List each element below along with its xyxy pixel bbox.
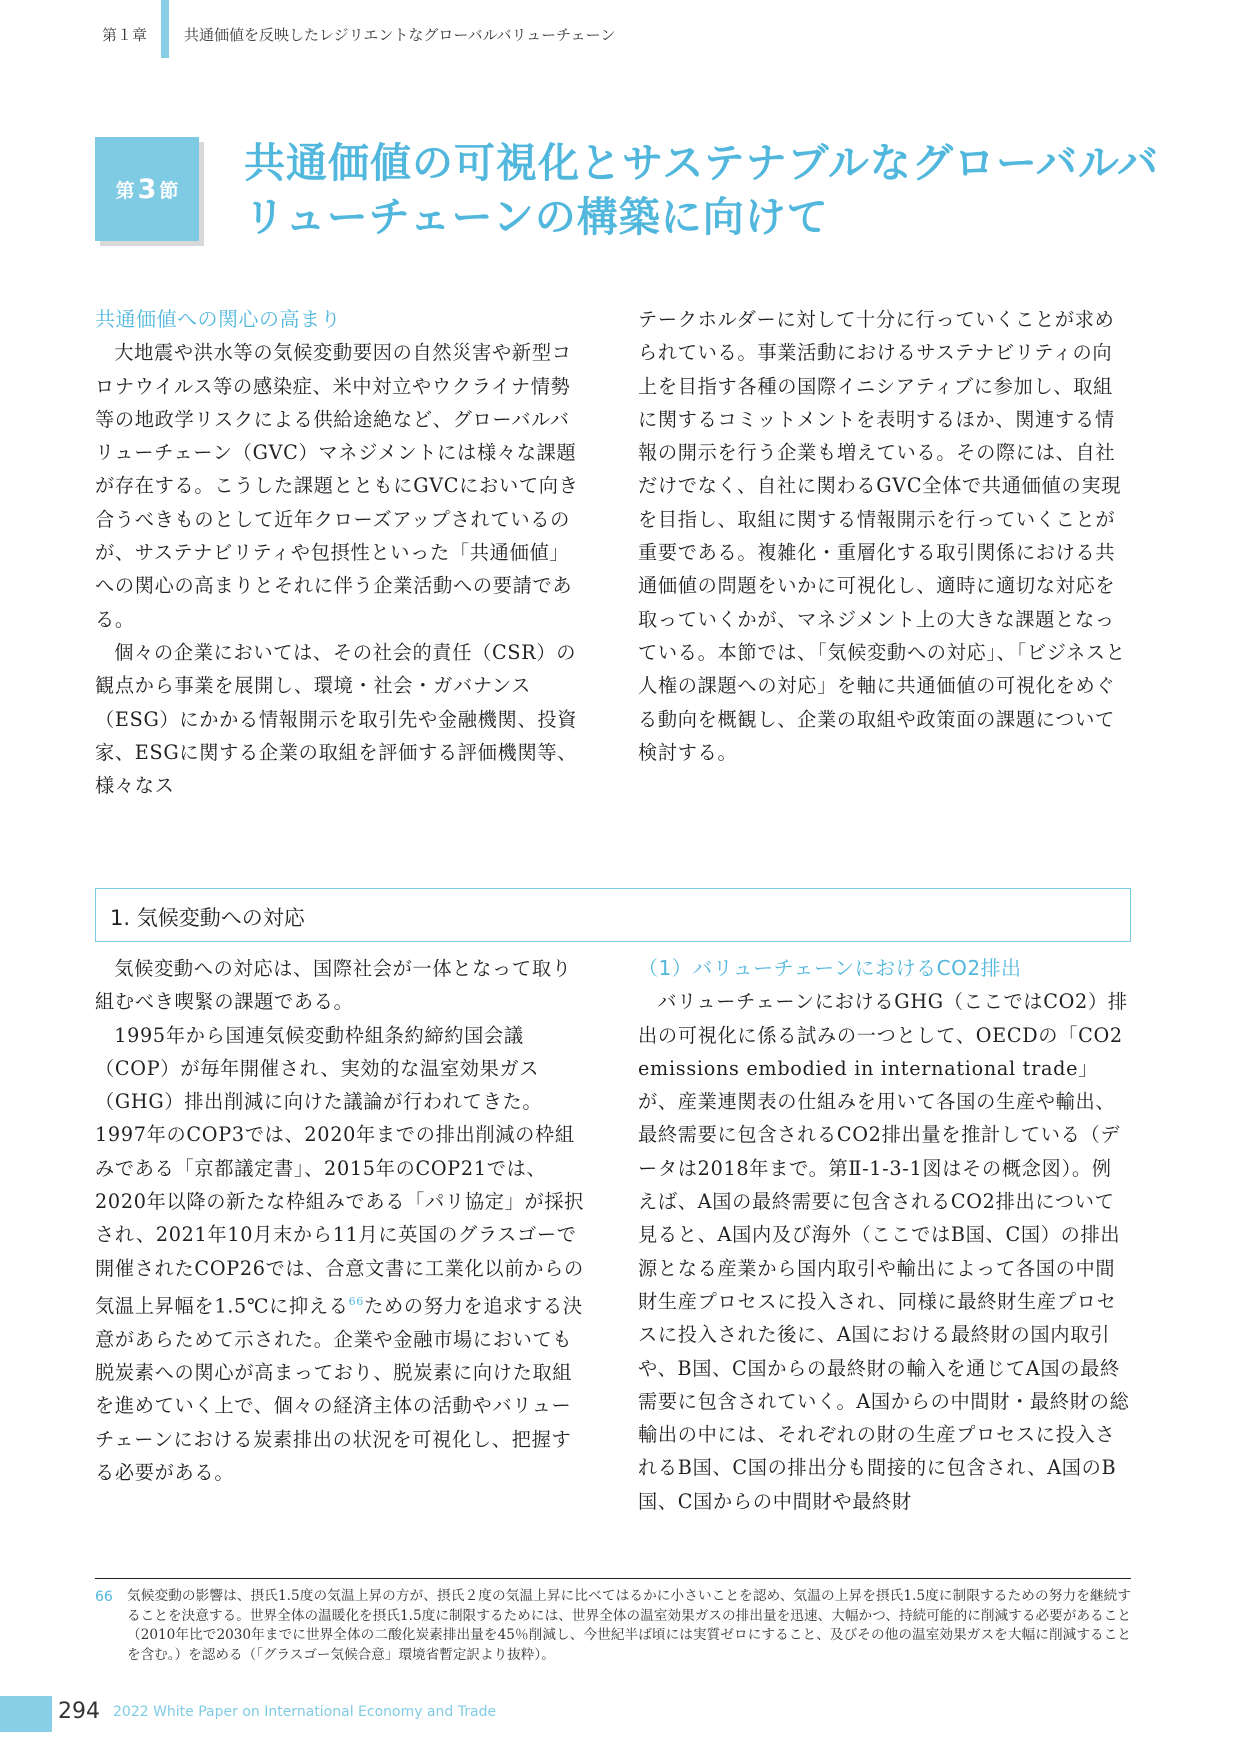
climate-left-column [95,952,587,1489]
intro-right-column [638,303,1131,769]
section-title-line-2: リューチェーンの構築に向けて [244,193,829,241]
section-label-prefix: 第 [115,179,135,202]
footer-accent-bar [0,1696,52,1732]
publication-title: 2022 White Paper on International Economy and Trade [113,1704,497,1720]
climate-paragraph-1: 気候変動への対応は、国際社会が一体となって取り組むべき喫緊の課題である。 [95,957,572,1014]
co2-paragraph-1: バリューチェーンにおけるGHG（ここではCO2）排出の可視化に係る試みの一つとして、OECDの「CO2 emissions embodied in international trade」が、産業連関表の仕組みを用いて各国の生産や輸出、最終需要に包含されるCO2排出量を推計している（データは2018年まで。第Ⅱ-1-3-1図はその概念図）。例えば、A国の最終需要に包含されるCO2排出について見ると、A国内及び海外（ここではB国、C国）の排出源となる産業から国内取引や輸出によって各国の中間財生産プロセスに投入され、同様に最終財生産プロセスに投入された後に、A国における最終財の国内取引や、B国、C国からの最終財の輸入を通じてA国の最終需要に包含されていく。A国からの中間財・最終財の総輸出の中には、それぞれの財の生産プロセスに投入されるB国、C国の排出分も間接的に包含され、A国のB国、C国からの中間財や最終財 [638,990,1130,1513]
section-label-box [95,137,199,241]
running-header-title: 共通価値を反映したレジリエントなグローバルバリューチェーン [184,26,616,44]
climate-paragraph-2 [95,1019,587,1490]
climate-paragraph-2-part-a: 1995年から国連気候変動枠組条約締約国会議（COP）が毎年開催され、実効的な温室効果ガス（GHG）排出削減に向けた議論が行われてきた。1997年のCOP3では、2020年までの排出削減の枠組みである「京都議定書」、2015年のCOP21では、2020年以降の新たな枠組みである「パリ協定」が採択され、2021年10月末から11月に英国のグラスゴーで開催されたCOP26では、合意文書に工業化以前からの気温上昇幅を1.5℃に抑える [95,1023,585,1318]
footnote-reference-66[interactable]: 66 [348,1294,365,1308]
intro-paragraph-2: 個々の企業においては、その社会的責任（CSR）の観点から事業を展開し、環境・社会・ガバナンス（ESG）にかかる情報開示を取引先や金融機関、投資家、ESGに関する企業の取組を評価する評価機関等、様々なス [95,640,578,798]
co2-subheading: （1）バリューチェーンにおけるCO2排出 [638,956,1022,980]
footnote-text: 気候変動の影響は、摂氏1.5度の気温上昇の方が、摂氏２度の気温上昇に比べてはるかに小さいことを認め、気温の上昇を摂氏1.5度に制限するための努力を継続することを決意する。世界全体の温暖化を摂氏1.5度に制限するためには、世界全体の温室効果ガスの排出量を迅速、大幅かつ、持続可能的に削減する必要があること（2010年比で2030年までに世界全体の二酸化炭素排出量を45％削減し、今世紀半ば頃には実質ゼロにすること、及びその他の温室効果ガスを大幅に削減することを含む。）を認める（「グラスゴー気候合意」環境省暫定訳より抜粋）。 [127,1588,1131,1663]
intro-paragraph-2-continued: テークホルダーに対して十分に行っていくことが求められている。事業活動におけるサステナビリティの向上を目指す各種の国際イニシアティブに参加し、取組に関するコミットメントを表明するほか、関連する情報の開示を行う企業も増えている。その際には、自社だけでなく、自社に関わるGVC全体で共通価値の実現を目指し、取組に関する情報開示を行っていくことが重要である。複雑化・重層化する取引関係における共通価値の問題をいかに可視化し、適時に適切な対応を取っていくかが、マネジメント上の大きな課題となっている。本節では、「気候変動への対応」、「ビジネスと人権の課題への対応」を軸に共通価値の可視化をめぐる動向を概観し、企業の取組や政策面の課題について検討する。 [638,308,1126,764]
running-header-chapter: 第１章 [102,26,148,44]
section-label-suffix: 節 [159,179,179,202]
intro-heading: 共通価値への関心の高まり [95,307,341,331]
climate-paragraph-2-part-b: ための努力を追求する決意があらためて示された。企業や金融市場においても脱炭素への関心が高まっており、脱炭素に向けた取組を進めていく上で、個々の経済主体の活動やバリューチェーンにおける炭素排出の状況を可視化し、把握する必要がある。 [95,1294,583,1484]
subsection-heading-bar [95,888,1131,942]
intro-left-column [95,303,587,802]
section-label-number: 3 [137,173,157,205]
footnote-rule [95,1578,1131,1579]
section-title-line-1: 共通価値の可視化とサステナブルなグローバルバ [244,139,1159,187]
climate-right-column [638,952,1131,1518]
section-title [244,136,1164,244]
page-number: 294 [58,1699,100,1724]
footnote-number: 66 [95,1589,113,1605]
intro-paragraph-1: 大地震や洪水等の気候変動要因の自然災害や新型コロナウイルス等の感染症、米中対立やウクライナ情勢等の地政学リスクによる供給途絶など、グローバルバリューチェーン（GVC）マネジメントには様々な課題が存在する。こうした課題とともにGVCにおいて向き合うべきものとして近年クローズアップされているのが、サステナビリティや包摂性といった「共通価値」への関心の高まりとそれに伴う企業活動への要請である。 [95,341,579,631]
running-header-divider [161,0,169,58]
subsection-heading: 1. 気候変動への対応 [110,906,305,930]
